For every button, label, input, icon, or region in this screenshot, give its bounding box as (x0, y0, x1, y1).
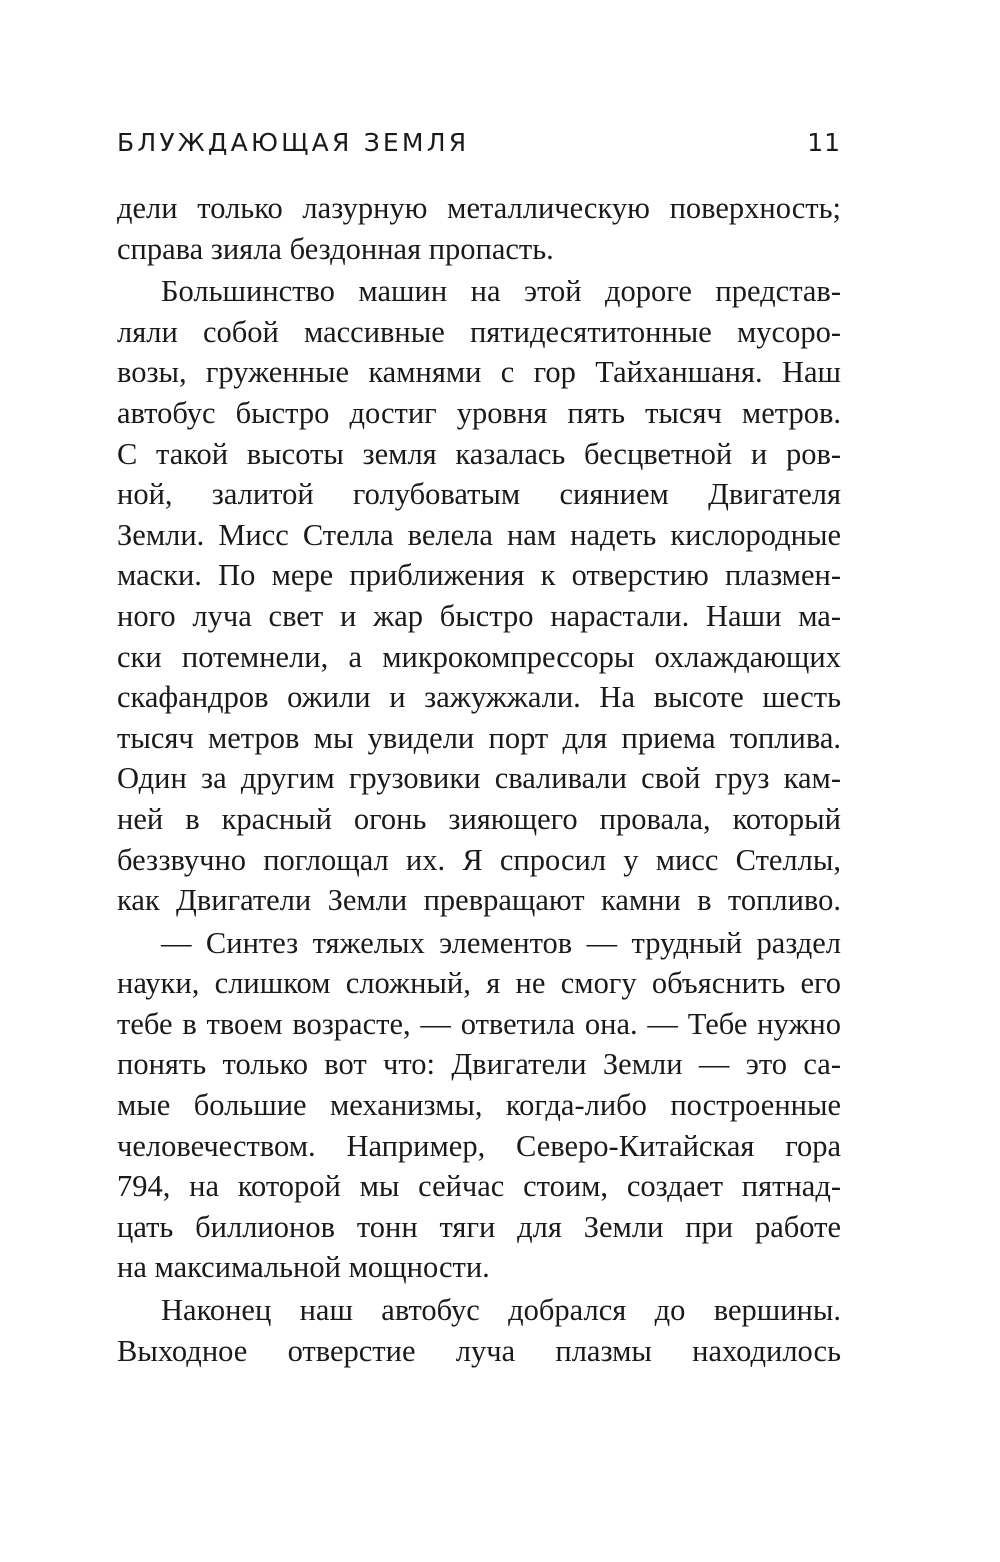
text-line: справа зияла бездонная пропасть. (117, 231, 554, 266)
text-line: дели только лазурную металлическую поверхность; (117, 191, 841, 225)
text-line: Большинство машин на этой дороге представ- (161, 274, 841, 309)
page-number: 11 (807, 128, 841, 157)
text-line: Земли. Мисс Стелла велела нам надеть кислородные (117, 517, 841, 552)
text-line: Один за другим грузовики сваливали свой груз кам- (117, 761, 841, 796)
paragraph-ascent (117, 271, 841, 921)
text-line: понять только вот что: Двигатели Земли — это са- (117, 1047, 841, 1082)
running-title: БЛУЖДАЮЩАЯ ЗЕМЛЯ (117, 128, 470, 157)
text-line: Выходное отверстие луча плазмы находилось (117, 1333, 841, 1368)
text-line: ного луча свет и жар быстро нарастали. Наши ма- (117, 598, 841, 633)
text-line: цать биллионов тонн тяги для Земли при работе (117, 1209, 841, 1244)
book-page (117, 0, 841, 1562)
text-line: Наконец наш автобус добрался до вершины. (161, 1293, 841, 1328)
text-line: как Двигатели Земли превращают камни в топливо. (117, 883, 841, 918)
text-line: С такой высоты земля казалась бесцветной и ров- (117, 436, 841, 471)
text-line: науки, слишком сложный, я не смогу объяснить его (117, 966, 841, 1001)
text-line: человечеством. Например, Северо-Китайская гора (117, 1128, 841, 1163)
paragraph-continuation (117, 188, 841, 269)
text-line: ней в красный огонь зияющего провала, который (117, 801, 841, 836)
body-text (117, 188, 841, 1371)
paragraph-summit (117, 1290, 841, 1371)
text-line: маски. По мере приближения к отверстию плазмен- (117, 558, 841, 593)
text-line: ной, залитой голубоватым сиянием Двигателя (117, 477, 841, 512)
text-line: на максимальной мощности. (117, 1250, 490, 1285)
text-line: тебе в твоем возрасте, — ответила она. — Тебе нужно (117, 1006, 841, 1041)
text-line: ски потемнели, а микрокомпрессоры охлаждающих (117, 639, 841, 674)
text-line: возы, груженные камнями с гор Тайханшаня. Наш (117, 355, 841, 390)
text-line: 794, на которой мы сейчас стоим, создает пятнад- (117, 1169, 841, 1204)
text-line: ляли собой массивные пятидесятитонные мусоро- (117, 314, 841, 349)
text-line: автобус быстро достиг уровня пять тысяч метров. (117, 395, 841, 430)
running-head (117, 128, 841, 168)
text-line: беззвучно поглощал их. Я спросил у мисс Стеллы, (117, 842, 841, 877)
text-line: тысяч метров мы увидели порт для приема топлива. (117, 720, 841, 755)
text-line: скафандров ожили и зажужжали. На высоте шесть (117, 680, 841, 715)
text-line: — Синтез тяжелых элементов — трудный раздел (161, 925, 841, 960)
paragraph-dialogue (117, 923, 841, 1288)
text-line: мые большие механизмы, когда-либо построенные (117, 1088, 841, 1123)
